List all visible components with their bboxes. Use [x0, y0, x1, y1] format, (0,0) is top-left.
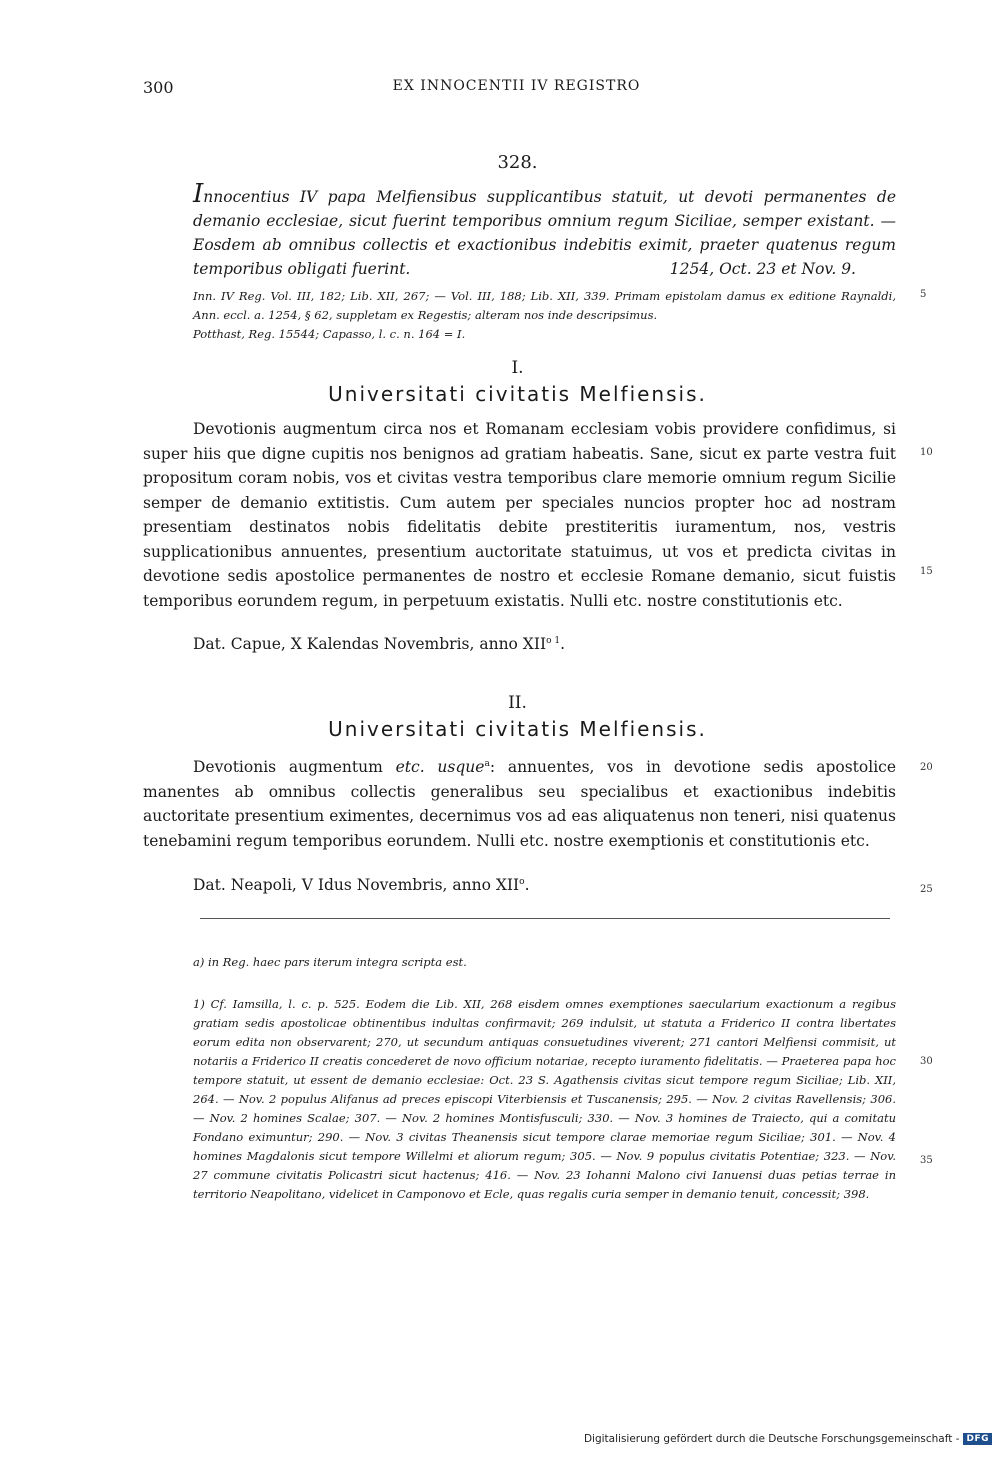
- section-2-numeral: II.: [508, 693, 527, 713]
- regest-date: 1254, Oct. 23 et Nov. 9.: [669, 260, 856, 278]
- footnote-marker-a: a: [484, 759, 490, 769]
- running-title: EX INNOCENTII IV REGISTRO: [392, 78, 641, 94]
- section-1-dateline-text: Dat. Capue, X Kalendas Novembris, anno XII: [193, 635, 547, 653]
- section-2-text-a: Devotionis augmentum: [193, 758, 396, 777]
- footer-text: Digitalisierung gefördert durch die Deutsche Forschungsgemeinschaft -: [583, 1433, 960, 1445]
- section-1-numeral: I.: [511, 358, 524, 378]
- line-number: 5: [920, 289, 927, 300]
- line-number: 25: [920, 884, 933, 895]
- section-2-body: [143, 752, 896, 853]
- references: [193, 287, 896, 344]
- line-number: 20: [920, 762, 933, 773]
- section-2-title: Universitati civitatis Melfiensis.: [328, 717, 707, 741]
- document-number: 328.: [497, 152, 538, 173]
- section-2-dateline-sup: o: [519, 876, 525, 887]
- section-2-text-b: : annuentes, vos in devotione sedis apostolice manentes ab omnibus collectis generalibus seu specialibus et exactionibus indebitis auctoritate presentium eximentes, decernimus vos ad eas aliquatenus non teneri, nisi quatenus tenebamini regum temporibus eorundem. Nulli etc. nostre exemptionis et constitutionis etc.: [143, 758, 897, 850]
- footer-credit: [584, 1433, 992, 1445]
- section-1-body: [143, 417, 896, 613]
- section-1-dateline: [193, 635, 565, 653]
- footnote-divider: [200, 918, 890, 919]
- references-line-2: Potthast, Reg. 15544; Capasso, l. c. n. 164 = I.: [193, 327, 466, 341]
- page-header: [143, 78, 890, 102]
- references-line-1: Inn. IV Reg. Vol. III, 182; Lib. XII, 267; — Vol. III, 188; Lib. XII, 339. Primam epistolam damus ex editione Raynaldi, Ann. eccl. a. 1254, § 62, suppletam ex Regestis; alteram nos inde descripsimus.: [193, 289, 896, 322]
- section-1-text: Devotionis augmentum circa nos et Romanam ecclesiam vobis providere confidimus, si super hiis que digne cupitis nos benignos ad gratiam habeatis. Sane, sicut ex parte vestra fuit propositum coram nobis, vos et civitas vestra temporibus clare memorie omnium regum Sicilie semper de demanio extitistis. Cum autem per speciales nuncios propter hoc ad nostram presentiam destinatos nobis fidelitatis debite prestiteritis iuramentum, nos, vestris supplicationibus annuentes, presentium auctoritate statuimus, ut vos et predicta civitas in devotione sedis apostolice permanentes de nostro et ecclesie Romane demanio, sicut fuistis temporibus eorundem regum, in perpetuum existatis. Nulli etc. nostre constitutionis etc.: [143, 420, 896, 610]
- regest-text: nnocentius IV papa Melfiensibus supplicantibus statuit, ut devoti permanentes de demanio ecclesiae, sicut fuerint temporibus omnium regum Siciliae, semper existant. — Eosdem ab omnibus collectis et exactionibus indebitis eximit, praeter quatenus regum temporibus obligati fuerint.: [193, 188, 896, 278]
- line-number: 15: [920, 566, 933, 577]
- section-1-title: Universitati civitatis Melfiensis.: [328, 382, 707, 406]
- section-1-dateline-end: .: [560, 635, 566, 653]
- section-2-dateline-text: Dat. Neapoli, V Idus Novembris, anno XII: [193, 876, 520, 894]
- line-number: 10: [920, 447, 933, 458]
- section-2-dateline: [193, 876, 530, 894]
- regest-summary: [193, 179, 896, 281]
- dfg-logo-icon: DFG: [963, 1433, 992, 1445]
- section-2-dateline-end: .: [524, 876, 530, 894]
- footnote-1: 1) Cf. Iamsilla, l. c. p. 525. Eodem die Lib. XII, 268 eisdem omnes exemptiones saecularium exactionum a regibus gratiam sedis apostolicae obtinentibus indultas confirmavit; 269 indulsit, ut statuta a Friderico II contra libertates eorum edita non observarent; 270, ut secundum antiquas consuetudines viverent; 271 cantori Melfiensi commisit, ut notariis a Friderico II creatis concederet de novo officium notariae, recepto iuramento fidelitatis. — Praeterea papa hoc tempore statuit, ut essent de demanio ecclesiae: Oct. 23 S. Agathensis civitas sicut tempore regum Siciliae; Lib. XII, 264. — Nov. 2 populus Alifanus ad preces episcopi Viterbiensis et Tuscanensis; 295. — Nov. 2 civitas Ravellensis; 306. — Nov. 2 homines Scalae; 307. — Nov. 2 homines Montisfusculi; 330. — Nov. 3 homines de Traiecto, qui a comitatu Fondano eximuntur; 290. — Nov. 3 civitas Theanensis sicut tempore clarae memoriae regum Siciliae; 301. — Nov. 4 homines Magdalonis sicut tempore Willelmi et aliorum regum; 305. — Nov. 9 populus civitatis Potentiae; 323. — Nov. 27 commune civitatis Policastri sicut hactenus; 416. — Nov. 23 Iohanni Malono civi Ianuensi duas petias terrae in territorio Neapolitano, videlicet in Camponovo et Ecle, quas regalis curia semper in demanio tenuit, concessit; 398.: [193, 997, 896, 1201]
- section-1-dateline-sup: o 1: [546, 635, 561, 646]
- page-number: 300: [143, 78, 174, 97]
- section-2-text: [143, 752, 896, 853]
- line-number: 30: [920, 1056, 933, 1067]
- regest-initial: I: [193, 179, 204, 209]
- footnote-a: a) in Reg. haec pars iterum integra scripta est.: [193, 955, 467, 969]
- line-number: 35: [920, 1155, 933, 1166]
- section-2-text-italic: etc. usque: [395, 758, 485, 777]
